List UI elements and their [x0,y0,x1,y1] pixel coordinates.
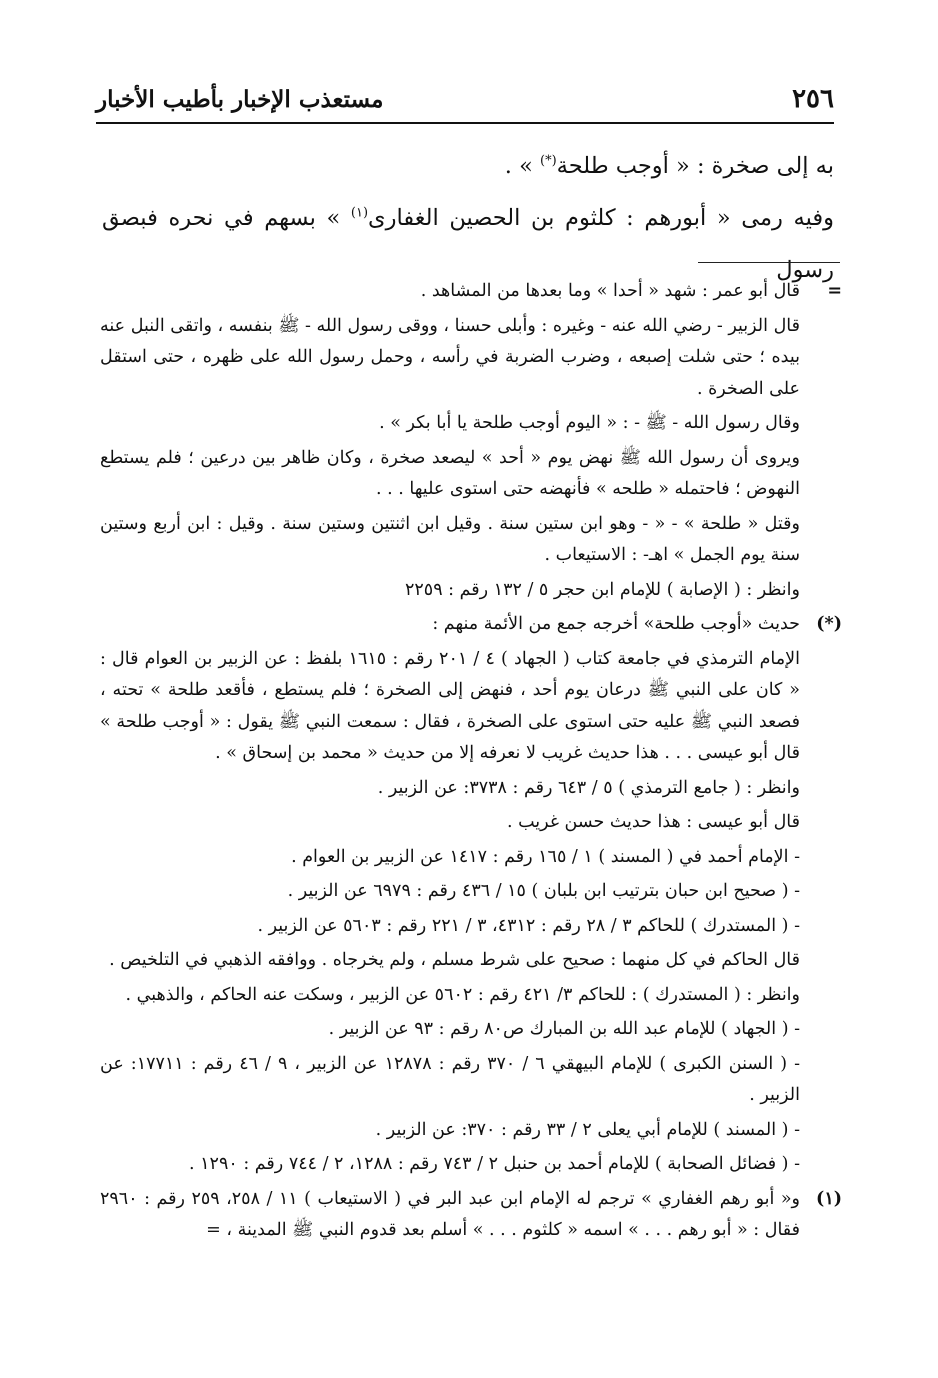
footnote-paragraph: - ( المسند ) للإمام أبي يعلى ٢ / ٣٣ رقم : ٣٧٠: عن الزبير . [375,1119,800,1140]
footnote-paragraph: - ( المستدرك ) للحاكم ٣ / ٢٨ رقم : ٤٣١٢، ٣ / ٢٢١ رقم : ٥٦٠٣ عن الزبير . [257,915,800,936]
footnote-paragraph: - ( فضائل الصحابة ) للإمام أحمد بن حنبل ٢ / ٧٤٣ رقم : ١٢٨٨، ٢ / ٧٤٤ رقم : ١٢٩٠ . [189,1154,800,1174]
footnote-paragraph: قال أبو عمر : شهد « أحدا » وما بعدها من المشاهد . [420,281,800,301]
footnote-ref-star: (*) [540,153,557,169]
footnote-paragraph: - ( الجهاد ) للإمام عبد الله بن المبارك ص٨٠ رقم : ٩٣ عن الزبير . [328,1019,800,1039]
main-text-line-1 [102,140,834,192]
footnote-paragraph: - ( صحيح ابن حبان بترتيب ابن بلبان ) ١٥ / ٤٣٦ رقم : ٦٩٧٩ عن الزبير . [287,881,800,901]
footnote-paragraph: - الإمام أحمد في ( المسند ) ١ / ١٦٥ رقم : ١٤١٧ عن الزبير بن العوام . [291,846,800,867]
footnote-paragraph: و« أبو رهم الغفاري » ترجم له الإمام ابن عبد البر في ( الاستيعاب ) ١١ / ٢٥٨، ٢٥٩ رقم : ٢٩٦٠ فقال : « أبو رهم . . . » اسمه « كلثوم . . . » أسلم بعد قدوم النبي ﷺ المدينة ، = [100,1188,800,1240]
running-title: مستعذب الإخبار بأطيب الأخبار [96,86,384,113]
footnotes [100,276,842,1250]
footnote-1 [100,1184,842,1247]
footnote-paragraph: حديث «أوجب طلحة» أخرجه جمع من الأئمة منهم : [432,614,800,634]
main-text-line-1-body: به إلى صخرة : « أوجب طلحة [556,153,834,179]
footnote-marker: = [827,281,842,301]
page-header [96,82,834,124]
footnote-star [100,609,842,1181]
page-number: ٢٥٦ [792,84,834,114]
footnote-paragraph: ويروى أن رسول الله ﷺ نهض يوم « أحد » ليصعد صخرة ، وكان ظاهر بين درعين ؛ فلم يستطع النهوض ؛ فاحتمله « طلحه » فأنهضه حتى استوى عليها . . . [100,447,800,499]
footnote-paragraph: وقال رسول الله - ﷺ - : « اليوم أوجب طلحة يا أبا بكر » . [379,413,800,433]
footnote-marker: (*) [816,614,842,634]
main-text-line-2-end: » بسهم في نحره فبصق رسول [102,205,834,283]
footnote-continuation [100,276,842,606]
footnote-paragraph: وانظر : ( الإصابة ) للإمام ابن حجر ٥ / ١٣٢ رقم : ٢٢٥٩ [405,579,800,600]
footnote-paragraph: وانظر : ( المستدرك ) : للحاكم ٣/ ٤٢١ رقم : ٥٦٠٢ عن الزبير ، وسكت عنه الحاكم ، والذهبي . [125,984,800,1005]
footnote-paragraph: قال أبو عيسى : هذا حديث حسن غريب . [506,812,800,832]
footnote-paragraph: قال الزبير - رضي الله عنه - وغيره : وأبلى حسنا ، ووقى رسول الله - ﷺ بنفسه ، واتقى النبل عنه بيده ؛ حتى شلت إصبعه ، وضرب الضربة في رأسه ، وحمل رسول الله على ظهره ، حتى استقل على الصخرة . [100,315,800,399]
footnote-paragraph: قال الحاكم في كل منهما : صحيح على شرط مسلم ، ولم يخرجاه . ووافقه الذهبي في التلخيص . [109,950,800,970]
footnote-paragraph: - ( السنن الكبرى ) للإمام البيهقي ٦ / ٣٧٠ رقم : ١٢٨٧٨ عن الزبير ، ٩ / ٤٦ رقم : ١٧٧١١: عن الزبير . [100,1053,800,1105]
main-text-line-2-body: وفيه رمى « أبورهم : كلثوم بن الحصين الغفارى [368,205,834,231]
main-text [102,140,834,296]
footnote-ref-1: (١) [350,205,369,221]
footnote-paragraph: وانظر : ( جامع الترمذي ) ٥ / ٦٤٣ رقم : ٣٧٣٨: عن الزبير . [377,777,800,798]
footnote-separator [698,262,840,263]
main-text-line-1-end: » . [504,153,540,179]
footnote-paragraph: الإمام الترمذي في جامعة كتاب ( الجهاد ) ٤ / ٢٠١ رقم : ١٦١٥ بلفظ : عن الزبير بن العوام قال : « كان على النبي ﷺ درعان يوم أحد ، فنهض إلى الصخرة ؛ فلم يستطع ، فأقعد طلحة » تحته ، فصعد النبي ﷺ عليه حتى استوى على الصخرة ، فقال : سمعت النبي ﷺ يقول : « أوجب طلحة » قال أبو عيسى . . . هذا حديث غريب لا نعرفه إلا من حديث « محمد بن إسحاق » . [100,648,800,763]
footnote-marker: (١) [816,1188,842,1209]
footnote-paragraph: وقتل « طلحة » - « - وهو ابن ستين سنة . وقيل ابن اثنتين وستين سنة . وقيل : ابن أربع وستين سنة يوم الجمل » اهـ- : الاستيعاب . [100,513,800,565]
